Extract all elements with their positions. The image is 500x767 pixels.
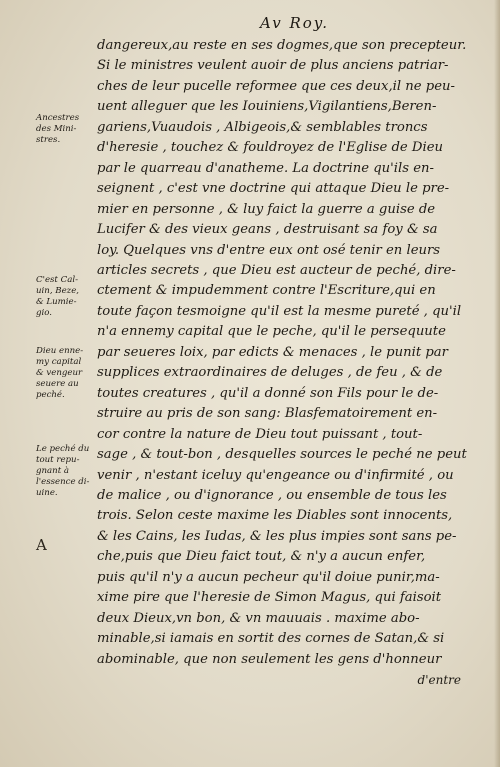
text-line: ches de leur pucelle reformee que ces deux,il ne peu- — [97, 78, 455, 94]
margin-note-line: Ancestres — [36, 113, 80, 123]
text-line: abominable, que non seulement les gens d'honneur — [97, 651, 442, 667]
margin-note-line: uin, Beze, — [36, 286, 80, 296]
text-line: supplices extraordinaires de deluges , de feu , & de — [97, 365, 443, 381]
body-text — [97, 36, 467, 691]
margin-note-line: gnant à — [36, 466, 70, 476]
text-line: Lucifer & des vieux geans , destruisant sa foy & sa — [97, 222, 438, 238]
text-line: loy. Quelques vns d'entre eux ont osé tenir en leurs — [97, 242, 441, 258]
text-line: cor contre la nature de Dieu tout puissant , tout- — [97, 426, 423, 442]
text-line: minable,si iamais en sortit des cornes de Satan,& si — [97, 631, 445, 647]
margin-note-line: C'est Cal- — [36, 275, 78, 285]
text-line: articles secrets , que Dieu est aucteur de peché, dire- — [97, 262, 456, 278]
text-line: d'heresie , touchez & fouldroyez de l'Eglise de Dieu — [97, 140, 444, 156]
text-line: xime pire que l'heresie de Simon Magus, qui faisoit — [97, 590, 442, 606]
text-line: struire au pris de son sang: Blasfematoirement en- — [97, 406, 438, 422]
margin-note-line: & vengeur — [36, 368, 83, 378]
text-line: de malice , ou d'ignorance , ou ensemble de tous les — [97, 487, 447, 503]
text-line: uent alleguer que les Iouiniens,Vigilantiens,Beren- — [97, 99, 437, 115]
text-line: Si le ministres veulent auoir de plus anciens patriar- — [97, 58, 449, 74]
text-line: par seueres loix, par edicts & menaces , le punit par — [97, 344, 448, 360]
text-line: toutes creatures , qu'il a donné son Fils pour le de- — [97, 385, 439, 401]
margin-note-line: peché. — [36, 390, 65, 400]
margin-note-line: stres. — [36, 135, 61, 145]
text-line: toute façon tesmoigne qu'il est la mesme pureté , qu'il — [97, 303, 462, 319]
margin-notes — [0, 0, 96, 767]
text-line: gariens,Vuaudois , Albigeois,& semblables troncs — [97, 119, 428, 135]
text-line: trois. Selon ceste maxime les Diables sont innocents, — [97, 508, 453, 524]
text-line: par le quarreau d'anatheme. La doctrine qu'ils en- — [97, 160, 434, 176]
text-line: seignent , c'est vne doctrine qui attaque Dieu le pre- — [97, 181, 450, 197]
catchword: d'entre — [417, 673, 461, 688]
running-title: Av Roy. — [260, 14, 330, 32]
margin-note-line: des Mini- — [36, 124, 77, 134]
margin-note-line: uine. — [36, 488, 58, 498]
text-line: venir , n'estant iceluy qu'engeance ou d'infirmité , ou — [97, 467, 454, 483]
margin-note-line: my capital — [36, 357, 82, 367]
margin-note-dieu-ennemy — [36, 346, 98, 401]
text-line: mier en personne , & luy faict la guerre a guise de — [97, 201, 436, 217]
margin-note-line: seuere au — [36, 379, 79, 389]
text-line: ctement & impudemment contre l'Escriture,qui en — [97, 283, 436, 299]
margin-note-line: & Lumie- — [36, 297, 77, 307]
text-line: deux Dieux,vn bon, & vn mauuais . maxime abo- — [97, 610, 420, 626]
text-line: & les Cains, les Iudas, & les plus impies sont sans pe- — [97, 528, 457, 544]
margin-note-line: Dieu enne- — [36, 346, 84, 356]
text-line: sage , & tout-bon , desquelles sources le peché ne peut — [97, 447, 467, 463]
margin-note-calvin — [36, 275, 98, 319]
text-line: dangereux,au reste en ses dogmes,que son precepteur. — [97, 38, 467, 53]
margin-note-line: Le peché du — [36, 444, 90, 454]
margin-note-peche — [36, 444, 98, 499]
text-line: che,puis que Dieu faict tout, & n'y a aucun enfer, — [97, 549, 426, 565]
text-line: n'a ennemy capital que le peche, qu'il le persequute — [97, 324, 446, 340]
margin-note-ancestres — [36, 113, 98, 146]
page-edge-shadow — [494, 0, 500, 767]
margin-note-line: gio. — [36, 308, 53, 318]
margin-note-line: tout repu- — [36, 455, 80, 465]
signature-mark: A — [36, 536, 47, 554]
text-line: puis qu'il n'y a aucun pecheur qu'il doiue punir,ma- — [97, 569, 440, 585]
margin-note-line: l'essence di- — [36, 477, 90, 487]
